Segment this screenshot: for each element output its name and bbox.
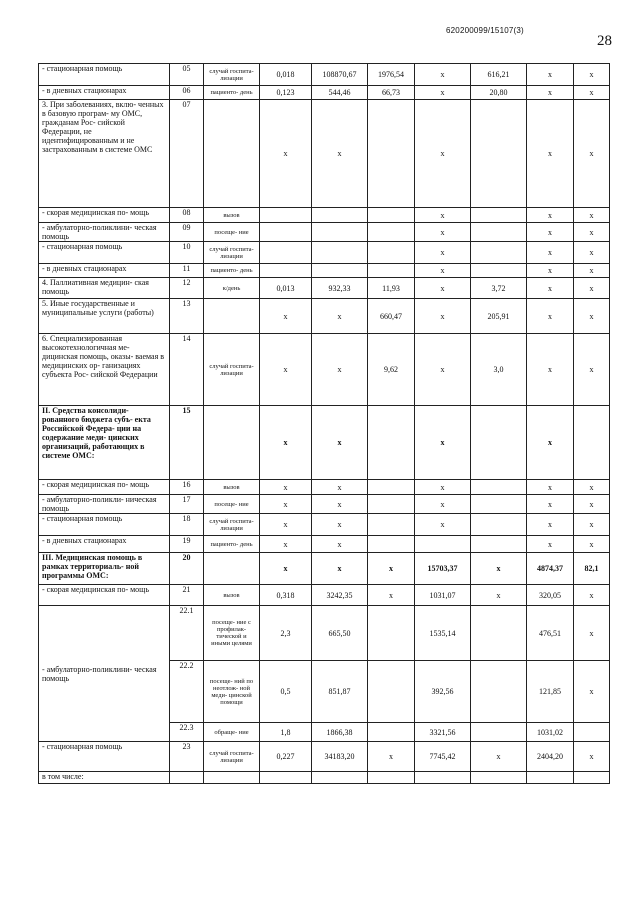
table-row xyxy=(39,264,610,278)
value-cell xyxy=(574,406,610,480)
value-cell: 121,85 xyxy=(527,661,574,723)
value-cell xyxy=(471,208,527,223)
row-name: в том числе: xyxy=(39,772,170,784)
value-cell: x xyxy=(415,264,471,278)
value-cell: x xyxy=(527,242,574,264)
value-cell xyxy=(312,242,368,264)
value-cell xyxy=(368,772,415,784)
row-code: 07 xyxy=(170,100,204,208)
value-cell: 0,5 xyxy=(260,661,312,723)
value-cell: x xyxy=(527,64,574,86)
value-cell xyxy=(574,723,610,742)
value-cell: 9,62 xyxy=(368,334,415,406)
value-cell: x xyxy=(260,406,312,480)
value-cell: x xyxy=(415,334,471,406)
row-code: 05 xyxy=(170,64,204,86)
value-cell xyxy=(260,772,312,784)
value-cell xyxy=(368,661,415,723)
value-cell xyxy=(368,264,415,278)
value-cell xyxy=(471,100,527,208)
value-cell xyxy=(368,208,415,223)
row-name: II. Средства консолиди- рованного бюджета субъ- екта Российской Федера- ции на содержание меди- цинских организаций, работающих в системе ОМС: xyxy=(39,406,170,480)
value-cell: x xyxy=(527,208,574,223)
value-cell: x xyxy=(260,536,312,553)
value-cell: x xyxy=(368,585,415,606)
value-cell: 4874,37 xyxy=(527,553,574,585)
value-cell xyxy=(471,723,527,742)
value-cell: 660,47 xyxy=(368,299,415,334)
value-cell: x xyxy=(574,480,610,495)
unit-cell: случай госпита- лизации xyxy=(204,64,260,86)
value-cell: 108870,67 xyxy=(312,64,368,86)
value-cell: 15703,37 xyxy=(415,553,471,585)
value-cell: x xyxy=(471,742,527,772)
unit-cell: пациенто- день xyxy=(204,264,260,278)
value-cell: x xyxy=(527,86,574,100)
value-cell: x xyxy=(574,495,610,514)
value-cell: x xyxy=(415,223,471,242)
value-cell: 665,50 xyxy=(312,606,368,661)
value-cell: 205,91 xyxy=(471,299,527,334)
value-cell: 3242,35 xyxy=(312,585,368,606)
value-cell xyxy=(471,514,527,536)
value-cell: x xyxy=(260,480,312,495)
unit-cell: вызов xyxy=(204,208,260,223)
unit-cell: пациенто- день xyxy=(204,86,260,100)
value-cell xyxy=(368,406,415,480)
row-name: - амбулаторно-поликлини- ческая помощь xyxy=(39,606,170,742)
unit-cell: посеще- ний по неотлож- ной меди- цинской помощи xyxy=(204,661,260,723)
value-cell: x xyxy=(260,495,312,514)
value-cell: x xyxy=(574,208,610,223)
value-cell: 616,21 xyxy=(471,64,527,86)
row-name: 5. Иные государственные и муниципальные услуги (работы) xyxy=(39,299,170,334)
value-cell: x xyxy=(471,553,527,585)
unit-cell: вызов xyxy=(204,585,260,606)
row-name: - в дневных стационарах xyxy=(39,86,170,100)
value-cell: x xyxy=(574,86,610,100)
row-code: 16 xyxy=(170,480,204,495)
table-row xyxy=(39,86,610,100)
row-name: - скорая медицинская по- мощь xyxy=(39,585,170,606)
value-cell: x xyxy=(415,406,471,480)
value-cell: 7745,42 xyxy=(415,742,471,772)
value-cell: x xyxy=(471,585,527,606)
value-cell: x xyxy=(312,536,368,553)
value-cell xyxy=(170,772,204,784)
value-cell xyxy=(471,264,527,278)
value-cell: 82,1 xyxy=(574,553,610,585)
row-name: - скорая медицинская по- мощь xyxy=(39,208,170,223)
table-row xyxy=(39,278,610,299)
value-cell: x xyxy=(312,406,368,480)
value-cell: 11,93 xyxy=(368,278,415,299)
row-name: III. Медицинская помощь в рамках территориаль- ной программы ОМС: xyxy=(39,553,170,585)
table-row xyxy=(39,64,610,86)
table-row xyxy=(39,406,610,480)
value-cell: x xyxy=(574,514,610,536)
value-cell: 2404,20 xyxy=(527,742,574,772)
value-cell: 1866,38 xyxy=(312,723,368,742)
value-cell: x xyxy=(415,480,471,495)
unit-cell: случай госпита- лизации xyxy=(204,514,260,536)
value-cell: x xyxy=(574,242,610,264)
unit-cell: пациенто- день xyxy=(204,536,260,553)
row-code: 21 xyxy=(170,585,204,606)
row-name: - стационарная помощь xyxy=(39,64,170,86)
unit-cell: посеще- ние xyxy=(204,223,260,242)
value-cell: x xyxy=(260,553,312,585)
value-cell xyxy=(368,100,415,208)
table-row xyxy=(39,242,610,264)
value-cell: x xyxy=(415,242,471,264)
value-cell: 1031,02 xyxy=(527,723,574,742)
value-cell xyxy=(415,536,471,553)
unit-cell xyxy=(204,100,260,208)
value-cell: x xyxy=(527,334,574,406)
value-cell: x xyxy=(527,299,574,334)
unit-cell: посеще- ние с профилак- тической и иными целями xyxy=(204,606,260,661)
value-cell xyxy=(368,606,415,661)
value-cell xyxy=(471,223,527,242)
row-code: 17 xyxy=(170,495,204,514)
row-code: 12 xyxy=(170,278,204,299)
value-cell: x xyxy=(312,514,368,536)
value-cell: x xyxy=(260,514,312,536)
row-name: - скорая медицинская по- мощь xyxy=(39,480,170,495)
value-cell: x xyxy=(415,86,471,100)
value-cell xyxy=(368,480,415,495)
value-cell: x xyxy=(527,514,574,536)
page-number: 28 xyxy=(597,33,612,49)
table-row xyxy=(39,100,610,208)
value-cell: x xyxy=(527,278,574,299)
row-name: 6. Специализированная высокотехнологичная ме- дицинская помощь, оказы- ваемая в медицинских ор- ганизациях субъекта Рос- сийской Федерации xyxy=(39,334,170,406)
document-id: 620200099/15107(3) xyxy=(446,26,524,35)
value-cell: x xyxy=(312,334,368,406)
value-cell xyxy=(527,772,574,784)
value-cell: 1976,54 xyxy=(368,64,415,86)
table-row xyxy=(39,495,610,514)
unit-cell xyxy=(204,553,260,585)
table-row xyxy=(39,742,610,772)
value-cell: 0,013 xyxy=(260,278,312,299)
value-cell: 1535,14 xyxy=(415,606,471,661)
value-cell xyxy=(471,536,527,553)
value-cell xyxy=(368,223,415,242)
value-cell: x xyxy=(574,100,610,208)
value-cell: x xyxy=(574,264,610,278)
value-cell: x xyxy=(368,742,415,772)
value-cell xyxy=(312,264,368,278)
row-code: 11 xyxy=(170,264,204,278)
value-cell: x xyxy=(527,495,574,514)
unit-cell xyxy=(204,406,260,480)
value-cell: 476,51 xyxy=(527,606,574,661)
row-name: 4. Паллиативная медицин- ская помощь xyxy=(39,278,170,299)
value-cell: x xyxy=(312,100,368,208)
value-cell: 3,72 xyxy=(471,278,527,299)
value-cell: x xyxy=(415,514,471,536)
unit-cell: случай госпита- лизации xyxy=(204,242,260,264)
row-name: - в дневных стационарах xyxy=(39,536,170,553)
value-cell: x xyxy=(574,585,610,606)
value-cell xyxy=(204,772,260,784)
value-cell xyxy=(368,536,415,553)
value-cell: x xyxy=(574,661,610,723)
row-code: 10 xyxy=(170,242,204,264)
row-code: 18 xyxy=(170,514,204,536)
value-cell: 0,318 xyxy=(260,585,312,606)
unit-cell: случай госпита- лизации xyxy=(204,742,260,772)
row-code: 15 xyxy=(170,406,204,480)
row-code: 13 xyxy=(170,299,204,334)
value-cell: x xyxy=(574,223,610,242)
value-cell xyxy=(471,480,527,495)
value-cell: x xyxy=(312,299,368,334)
value-cell: x xyxy=(368,553,415,585)
value-cell: 544,46 xyxy=(312,86,368,100)
value-cell: x xyxy=(312,553,368,585)
value-cell xyxy=(368,242,415,264)
value-cell xyxy=(471,406,527,480)
value-cell: x xyxy=(574,278,610,299)
value-cell: x xyxy=(574,606,610,661)
value-cell: 851,87 xyxy=(312,661,368,723)
value-cell: 1031,07 xyxy=(415,585,471,606)
row-code: 09 xyxy=(170,223,204,242)
value-cell xyxy=(312,208,368,223)
unit-cell: обраще- ние xyxy=(204,723,260,742)
value-cell: x xyxy=(574,742,610,772)
value-cell xyxy=(368,514,415,536)
table-row xyxy=(39,208,610,223)
row-name: - амбулаторно-поликли- ническая помощь xyxy=(39,495,170,514)
value-cell: x xyxy=(574,334,610,406)
value-cell: x xyxy=(415,299,471,334)
value-cell: 0,018 xyxy=(260,64,312,86)
value-cell: 2,3 xyxy=(260,606,312,661)
value-cell: x xyxy=(527,480,574,495)
value-cell: x xyxy=(312,495,368,514)
row-name: 3. При заболеваниях, вклю- ченных в базовую програм- му ОМС, гражданам Рос- сийской Федерации, не идентифицированным и не застрахованным в системе ОМС xyxy=(39,100,170,208)
table-row xyxy=(39,585,610,606)
table-row xyxy=(39,480,610,495)
row-code: 22.1 xyxy=(170,606,204,661)
value-cell: 392,56 xyxy=(415,661,471,723)
value-cell xyxy=(260,264,312,278)
data-table xyxy=(38,63,610,784)
value-cell xyxy=(312,772,368,784)
table-row xyxy=(39,334,610,406)
value-cell: 932,33 xyxy=(312,278,368,299)
row-code: 22.2 xyxy=(170,661,204,723)
value-cell: 34183,20 xyxy=(312,742,368,772)
value-cell xyxy=(471,661,527,723)
value-cell: x xyxy=(415,208,471,223)
table-row xyxy=(39,553,610,585)
row-name: - амбулаторно-поликлини- ческая помощь xyxy=(39,223,170,242)
value-cell: x xyxy=(527,264,574,278)
row-name: - в дневных стационарах xyxy=(39,264,170,278)
row-name: - стационарная помощь xyxy=(39,742,170,772)
value-cell: x xyxy=(527,100,574,208)
value-cell: x xyxy=(415,495,471,514)
value-cell: 320,05 xyxy=(527,585,574,606)
value-cell: x xyxy=(527,223,574,242)
value-cell: x xyxy=(260,100,312,208)
value-cell xyxy=(415,772,471,784)
value-cell xyxy=(260,223,312,242)
row-code: 23 xyxy=(170,742,204,772)
value-cell xyxy=(368,723,415,742)
value-cell: 1,8 xyxy=(260,723,312,742)
table-row xyxy=(39,772,610,784)
value-cell xyxy=(368,495,415,514)
table-row xyxy=(39,299,610,334)
value-cell xyxy=(471,242,527,264)
value-cell: x xyxy=(527,406,574,480)
value-cell: 66,73 xyxy=(368,86,415,100)
unit-cell: к/день xyxy=(204,278,260,299)
value-cell: x xyxy=(312,480,368,495)
table-row xyxy=(39,606,610,661)
value-cell xyxy=(574,772,610,784)
unit-cell: посеще- ние xyxy=(204,495,260,514)
unit-cell: случай госпита- лизации xyxy=(204,334,260,406)
unit-cell: вызов xyxy=(204,480,260,495)
value-cell xyxy=(471,495,527,514)
unit-cell xyxy=(204,299,260,334)
table-row xyxy=(39,223,610,242)
row-name: - стационарная помощь xyxy=(39,242,170,264)
value-cell: x xyxy=(527,536,574,553)
value-cell: x xyxy=(260,299,312,334)
value-cell: x xyxy=(415,278,471,299)
value-cell: x xyxy=(574,299,610,334)
value-cell: x xyxy=(260,334,312,406)
value-cell xyxy=(312,223,368,242)
value-cell xyxy=(471,606,527,661)
value-cell: x xyxy=(574,64,610,86)
row-code: 20 xyxy=(170,553,204,585)
row-code: 22.3 xyxy=(170,723,204,742)
value-cell xyxy=(260,242,312,264)
table-row xyxy=(39,514,610,536)
row-code: 14 xyxy=(170,334,204,406)
value-cell: 20,80 xyxy=(471,86,527,100)
value-cell: 0,227 xyxy=(260,742,312,772)
row-code: 19 xyxy=(170,536,204,553)
row-code: 08 xyxy=(170,208,204,223)
table-row xyxy=(39,536,610,553)
value-cell: 3321,56 xyxy=(415,723,471,742)
value-cell: 3,0 xyxy=(471,334,527,406)
value-cell xyxy=(471,772,527,784)
row-code: 06 xyxy=(170,86,204,100)
row-name: - стационарная помощь xyxy=(39,514,170,536)
value-cell: x xyxy=(415,100,471,208)
value-cell: x xyxy=(415,64,471,86)
value-cell: x xyxy=(574,536,610,553)
value-cell xyxy=(260,208,312,223)
value-cell: 0,123 xyxy=(260,86,312,100)
